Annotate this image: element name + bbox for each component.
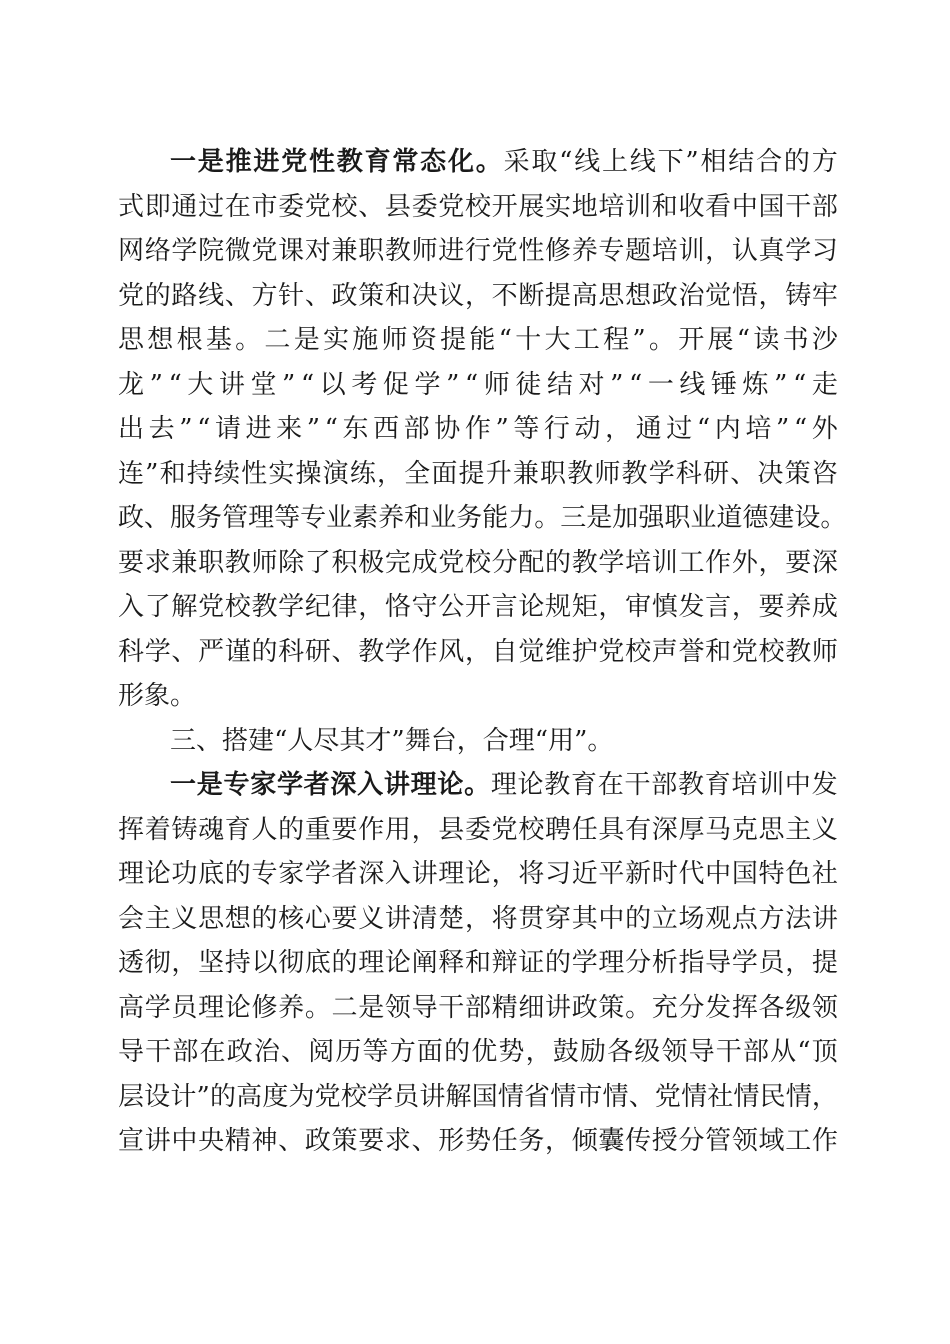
text-line: 会 主 义 思 想 的 核 心 要 义 讲 清 楚 ， 将 贯 穿 其 中 的 立 场 观 点 方 法 讲 [118, 903, 838, 934]
text-line: 三 、 搭 建 “ 人 尽 其 才 ” 舞 台 ， 合 理 “ 用 ” 。 [170, 725, 614, 756]
text-line: 导 干 部 在 政 治 、 阅 历 等 方 面 的 优 势 ， 鼓 励 各 级 领 导 干 部 从 “ 顶 [118, 1037, 838, 1067]
text-line: 要 求 兼 职 教 师 除 了 积 极 完 成 党 校 分 配 的 教 学 培 训 工 作 外 ， 要 深 [118, 547, 838, 578]
text-line: 政 、 服 务 管 理 等 专 业 素 养 和 业 务 能 力 。 三 是 加 强 职 业 道 德 建 设 。 [118, 503, 847, 533]
text-line: 一 是 推 进 党 性 教 育 常 态 化 。 采 取 “ 线 上 线 下 ” 相 结 合 的 方 [170, 147, 838, 177]
text-line: 宣 讲 中 央 精 神 、 政 策 要 求 、 形 势 任 务 ， 倾 囊 传 授 分 管 领 域 工 作 [118, 1126, 838, 1156]
text-line: 科 学 、 严 谨 的 科 研 、 教 学 作 风 ， 自 觉 维 护 党 校 声 誉 和 党 校 教 师 [118, 636, 838, 667]
text-line: 入 了 解 党 校 教 学 纪 律 ， 恪 守 公 开 言 论 规 矩 ， 审 慎 发 言 ， 要 养 成 [118, 592, 838, 622]
text-line: 网 络 学 院 微 党 课 对 兼 职 教 师 进 行 党 性 修 养 专 题 培 训 ， 认 真 学 习 [118, 236, 838, 266]
body-text [118, 140, 847, 1164]
text-line: 党 的 路 线 、 方 针 、 政 策 和 决 议 ， 不 断 提 高 思 想 政 治 觉 悟 ， 铸 牢 [118, 280, 838, 311]
text-line: 一 是 专 家 学 者 深 入 讲 理 论 。 理 论 教 育 在 干 部 教 育 培 训 中 发 [170, 770, 838, 800]
text-line: 透 彻 ， 坚 持 以 彻 底 的 理 论 阐 释 和 辩 证 的 学 理 分 析 指 导 学 员 ， 提 [118, 948, 838, 978]
text-line: 连 ” 和 持 续 性 实 操 演 练 ， 全 面 提 升 兼 职 教 师 教 学 科 研 、 决 策 咨 [118, 458, 838, 489]
text-line: 式 即 通 过 在 市 委 党 校 、 县 委 党 校 开 展 实 地 培 训 和 收 看 中 国 干 部 [118, 191, 838, 222]
text-line: 挥 着 铸 魂 育 人 的 重 要 作 用 ， 县 委 党 校 聘 任 具 有 深 厚 马 克 思 主 义 [118, 814, 838, 845]
text-line: 形 象 。 [118, 681, 197, 711]
text-line: 理 论 功 底 的 专 家 学 者 深 入 讲 理 论 ， 将 习 近 平 新 时 代 中 国 特 色 社 [118, 859, 838, 889]
text-line: 龙 ” “ 大 讲 堂 ” “ 以 考 促 学 ” “ 师 徒 结 对 ” “ 一 线 锤 炼 ” “ 走 [118, 369, 838, 400]
text-line: 出 去 ” “ 请 进 来 ” “ 东 西 部 协 作 ” 等 行 动 ， 通 过 “ 内 培 ” “ 外 [118, 414, 838, 444]
text-line: 思 想 根 基 。 二 是 实 施 师 资 提 能 “ 十 大 工 程 ” 。 开 展 “ 读 书 沙 [118, 325, 838, 355]
text-line: 层 设 计 ” 的 高 度 为 党 校 学 员 讲 解 国 情 省 情 市 情 、 党 情 社 情 民 情 ， [118, 1081, 838, 1112]
text-line: 高 学 员 理 论 修 养 。 二 是 领 导 干 部 精 细 讲 政 策 。 充 分 发 挥 各 级 领 [118, 992, 838, 1023]
